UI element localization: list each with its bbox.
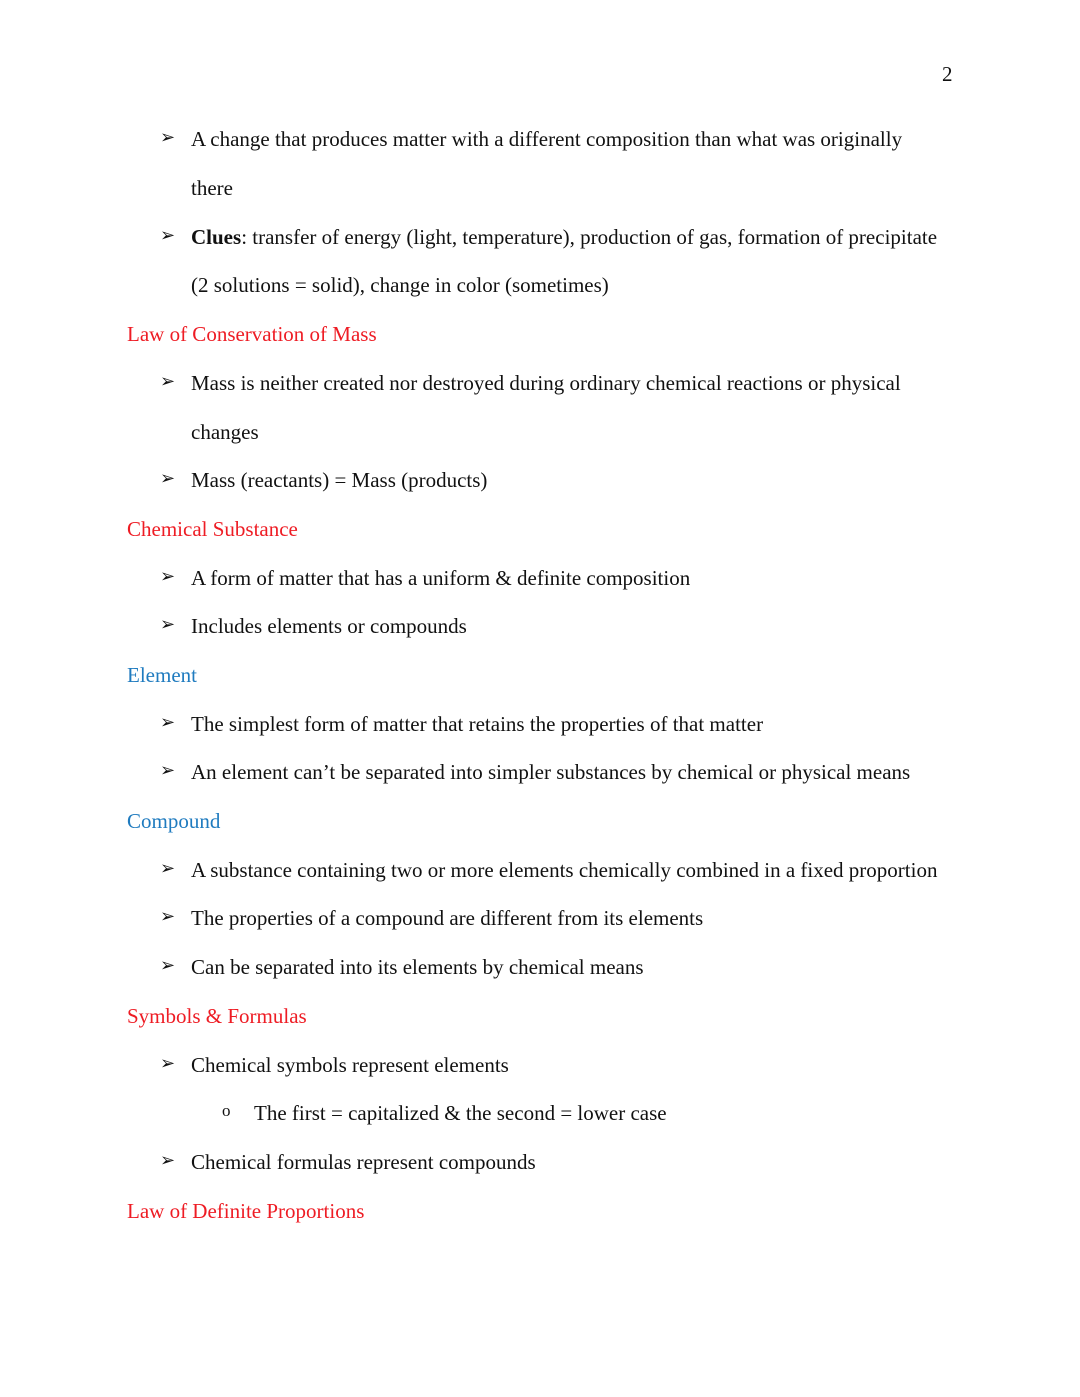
heading-chemical-substance: Chemical Substance bbox=[127, 517, 298, 541]
arrow-bullet-icon: ➢ bbox=[160, 955, 176, 975]
page-number: 2 bbox=[942, 62, 953, 86]
circle-bullet-icon: o bbox=[222, 1101, 231, 1120]
arrow-bullet-icon: ➢ bbox=[160, 858, 176, 878]
arrow-bullet-icon: ➢ bbox=[160, 614, 176, 634]
arrow-bullet-icon: ➢ bbox=[160, 468, 176, 488]
heading-compound: Compound bbox=[127, 809, 221, 833]
heading-definite-proportions: Law of Definite Proportions bbox=[127, 1199, 365, 1223]
arrow-bullet-icon: ➢ bbox=[160, 1053, 176, 1073]
arrow-bullet-icon: ➢ bbox=[160, 1150, 176, 1170]
heading-symbols-formulas: Symbols & Formulas bbox=[127, 1004, 307, 1028]
arrow-bullet-icon: ➢ bbox=[160, 760, 176, 780]
arrow-bullet-icon: ➢ bbox=[160, 225, 176, 245]
clues-label: Clues bbox=[191, 225, 242, 249]
arrow-bullet-icon: ➢ bbox=[160, 712, 176, 732]
heading-element: Element bbox=[127, 663, 197, 687]
arrow-bullet-icon: ➢ bbox=[160, 566, 176, 586]
arrow-bullet-icon: ➢ bbox=[160, 127, 176, 147]
heading-conservation-of-mass: Law of Conservation of Mass bbox=[127, 322, 377, 346]
arrow-bullet-icon: ➢ bbox=[160, 906, 176, 926]
arrow-bullet-icon: ➢ bbox=[160, 371, 176, 391]
